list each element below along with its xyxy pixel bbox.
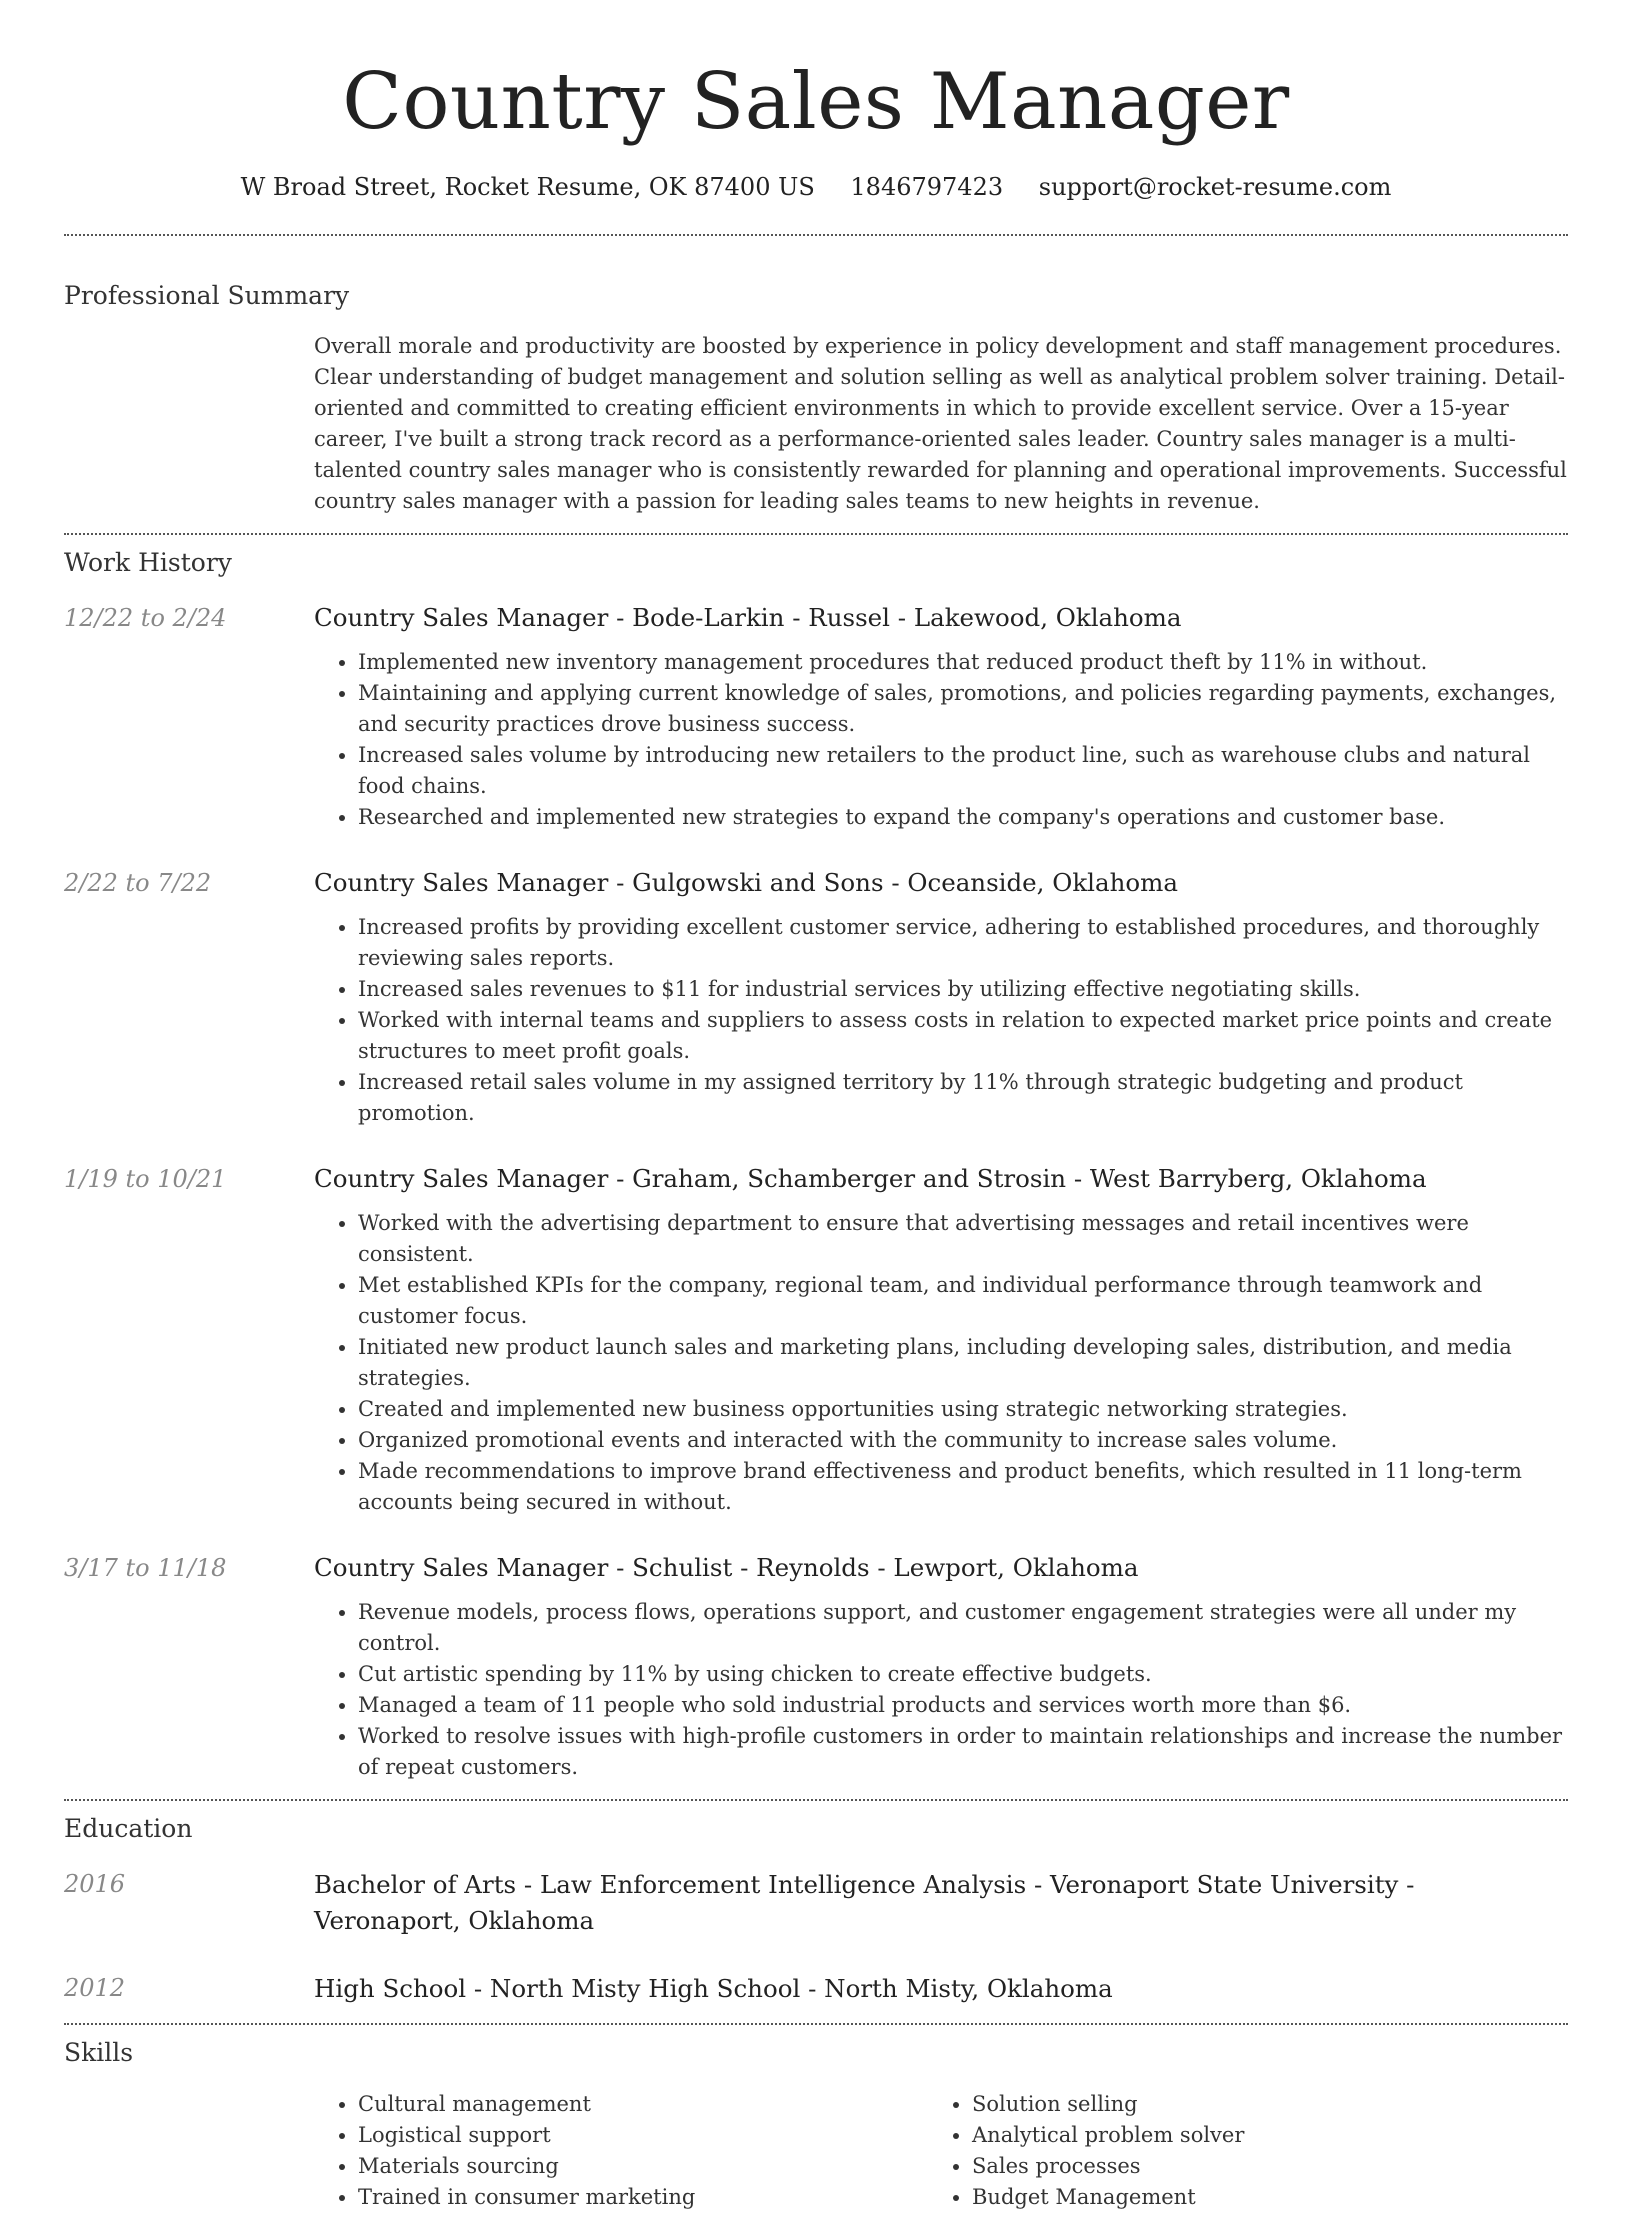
job-bullet: • Created and implemented new business opportunities using strategic networking strategies.	[358, 1394, 1568, 1425]
skills-section	[64, 2035, 1568, 2213]
skills-list-left	[314, 2089, 928, 2213]
job-bullets	[314, 1208, 1568, 1518]
job-bullet: • Made recommendations to improve brand effectiveness and product benefits, which resulted in 11 long-term accounts being secured in without.	[358, 1456, 1568, 1518]
work-divider	[64, 1799, 1568, 1801]
contact-line	[64, 170, 1568, 204]
job-entry	[64, 601, 1568, 833]
job-bullets	[314, 912, 1568, 1129]
job-title: Country Sales Manager - Schulist - Reynolds - Lewport, Oklahoma	[314, 1553, 1139, 1582]
skills-heading: Skills	[64, 2038, 134, 2067]
education-divider	[64, 2023, 1568, 2025]
candidate-name: Country Sales Manager	[342, 57, 1290, 147]
job-bullet: • Organized promotional events and interacted with the community to increase sales volume.	[358, 1425, 1568, 1456]
contact-address: W Broad Street, Rocket Resume, OK 87400 US	[240, 173, 815, 201]
resume-header	[64, 0, 1568, 204]
job-bullets	[314, 1597, 1568, 1783]
education-heading: Education	[64, 1814, 193, 1843]
summary-row	[64, 331, 1568, 517]
work-heading: Work History	[64, 548, 232, 577]
job-bullet: • Managed a team of 11 people who sold industrial products and services worth more than $6.	[358, 1690, 1568, 1721]
contact-email: support@rocket-resume.com	[1038, 173, 1392, 201]
skill-item: • Materials sourcing	[358, 2151, 928, 2182]
job-bullet: • Maintaining and applying current knowledge of sales, promotions, and policies regarding payments, exchanges, and security practices drove business success.	[358, 678, 1568, 740]
education-entry	[64, 1971, 1568, 2007]
job-bullet: • Increased sales revenues to $11 for industrial services by utilizing effective negotiating skills.	[358, 974, 1568, 1005]
job-entry	[64, 1162, 1568, 1518]
job-bullets	[314, 647, 1568, 833]
skill-item: • Solution selling	[972, 2089, 1542, 2120]
work-section	[64, 545, 1568, 1783]
job-bullet: • Implemented new inventory management procedures that reduced product theft by 11% in without.	[358, 647, 1568, 678]
skill-item: • Sales processes	[972, 2151, 1542, 2182]
education-degree: High School	[314, 1974, 467, 2003]
education-year: 2016	[64, 1870, 126, 1898]
job-bullet: • Researched and implemented new strategies to expand the company's operations and customer base.	[358, 802, 1568, 833]
education-section	[64, 1811, 1568, 2007]
job-bullet: • Worked with the advertising department to ensure that advertising messages and retail incentives were consistent.	[358, 1208, 1568, 1270]
summary-heading: Professional Summary	[64, 281, 350, 310]
summary-spacer	[64, 331, 314, 517]
job-bullet: • Worked with internal teams and suppliers to assess costs in relation to expected market price points and create structures to meet profit goals.	[358, 1005, 1568, 1067]
skills-row	[64, 2089, 1568, 2213]
job-title: Country Sales Manager - Graham, Schamberger and Strosin - West Barryberg, Oklahoma	[314, 1164, 1427, 1193]
education-degree: Bachelor of Arts	[314, 1870, 517, 1899]
job-title: Country Sales Manager - Bode-Larkin - Russel - Lakewood, Oklahoma	[314, 603, 1182, 632]
job-bullet: • Initiated new product launch sales and marketing plans, including developing sales, distribution, and media strategies.	[358, 1332, 1568, 1394]
education-title	[314, 1867, 1568, 1939]
job-entry	[64, 866, 1568, 1129]
job-bullet: • Increased retail sales volume in my assigned territory by 11% through strategic budgeting and product promotion.	[358, 1067, 1568, 1129]
education-title	[314, 1971, 1568, 2007]
job-bullet: • Increased sales volume by introducing new retailers to the product line, such as warehouse clubs and natural food chains.	[358, 740, 1568, 802]
job-title: Country Sales Manager - Gulgowski and Sons - Oceanside, Oklahoma	[314, 868, 1178, 897]
education-entry	[64, 1867, 1568, 1939]
education-details: - Law Enforcement Intelligence Analysis - Veronaport State University - Veronaport, Oklahoma	[314, 1870, 1415, 1935]
education-details: - North Misty High School - North Misty, Oklahoma	[466, 1974, 1113, 2003]
summary-section	[64, 278, 1568, 517]
contact-phone: 1846797423	[850, 173, 1004, 201]
job-dates: 1/19 to 10/21	[64, 1165, 227, 1193]
resume-page	[64, 0, 1568, 2213]
job-bullet: • Revenue models, process flows, operations support, and customer engagement strategies were all under my control.	[358, 1597, 1568, 1659]
summary-text: Overall morale and productivity are boosted by experience in policy development and staff management procedures. Clear understanding of budget management and solution selling as well as analytical problem solver training. Detail-oriented and committed to creating efficient environments in which to provide excellent service. Over a 15-year career, I've built a strong track record as a performance-oriented sales leader. Country sales manager is a multi-talented country sales manager who is consistently rewarded for planning and operational improvements. Successful country sales manager with a passion for leading sales teams to new heights in revenue.	[314, 334, 1567, 513]
job-bullet: • Cut artistic spending by 11% by using chicken to create effective budgets.	[358, 1659, 1568, 1690]
education-year: 2012	[64, 1974, 126, 2002]
skill-item: • Logistical support	[358, 2120, 928, 2151]
header-divider	[64, 234, 1568, 236]
job-dates: 3/17 to 11/18	[64, 1554, 227, 1582]
job-entry	[64, 1551, 1568, 1783]
skills-spacer	[64, 2089, 314, 2213]
job-dates: 12/22 to 2/24	[64, 604, 227, 632]
summary-divider	[64, 533, 1568, 535]
job-bullet: • Increased profits by providing excellent customer service, adhering to established procedures, and thoroughly reviewing sales reports.	[358, 912, 1568, 974]
job-bullet: • Worked to resolve issues with high-profile customers in order to maintain relationships and increase the number of repeat customers.	[358, 1721, 1568, 1783]
skill-item: • Analytical problem solver	[972, 2120, 1542, 2151]
skill-item: • Trained in consumer marketing	[358, 2182, 928, 2213]
job-bullet: • Met established KPIs for the company, regional team, and individual performance through teamwork and customer focus.	[358, 1270, 1568, 1332]
skill-item: • Budget Management	[972, 2182, 1542, 2213]
job-dates: 2/22 to 7/22	[64, 869, 212, 897]
skills-list-right	[928, 2089, 1542, 2213]
skill-item: • Cultural management	[358, 2089, 928, 2120]
